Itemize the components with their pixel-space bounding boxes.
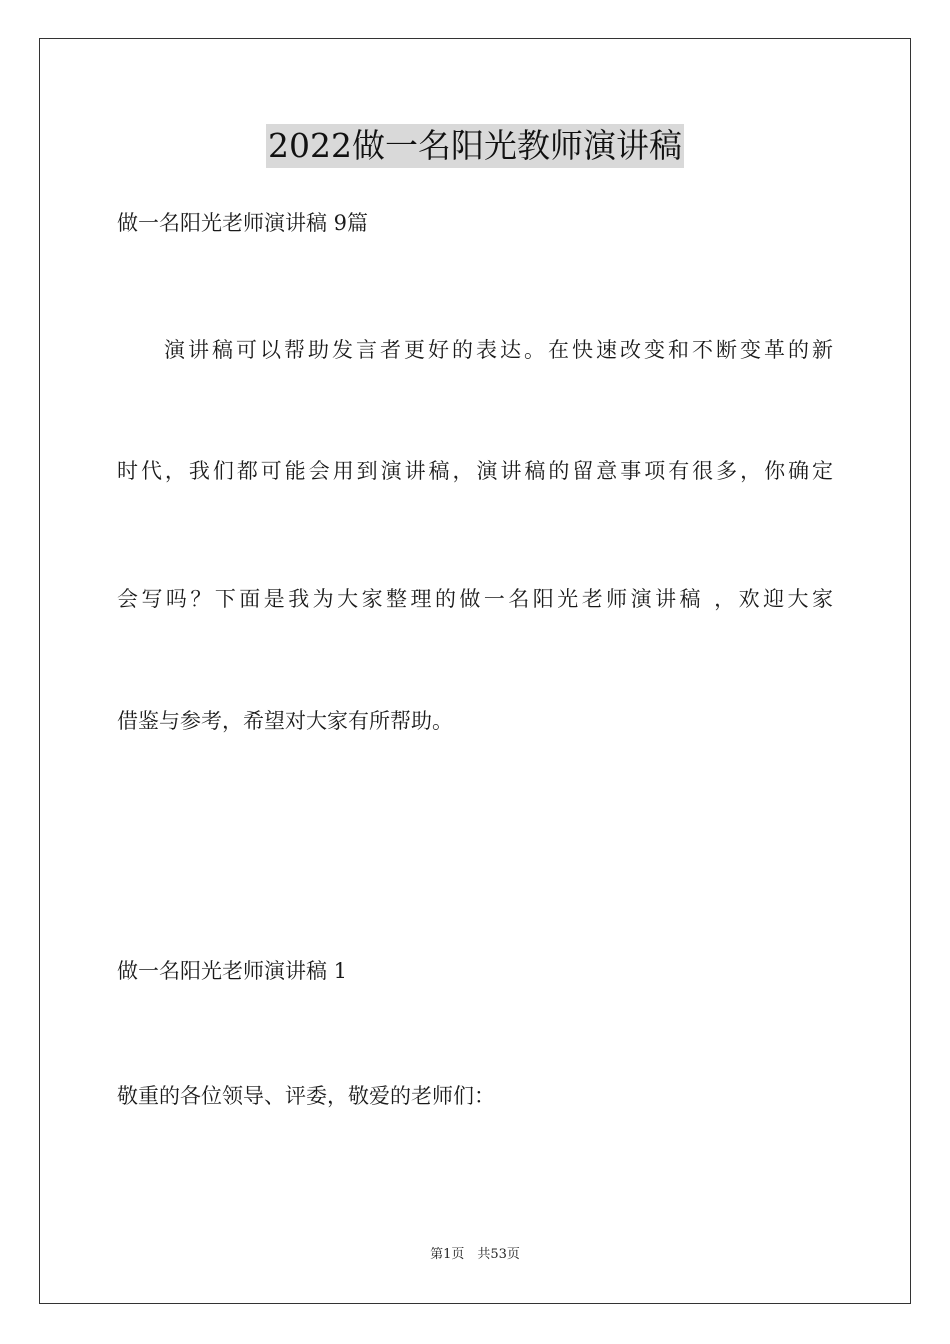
paragraph-line: 时代，我们都可能会用到演讲稿，演讲稿的留意事项有很多，你确定 [117,459,833,483]
subtitle-line: 做一名阳光老师演讲稿 9篇 [117,211,369,235]
paragraph-line: 借鉴与参考，希望对大家有所帮助。 [117,709,453,733]
document-title: 2022做一名阳光教师演讲稿 [266,124,684,168]
paragraph-line: 演讲稿可以帮助发言者更好的表达。在快速改变和不断变革的新 [164,338,833,362]
page-number-footer: 第1页 共53页 [430,1247,520,1262]
section-heading: 做一名阳光老师演讲稿 1 [117,959,348,983]
paragraph-line: 会写吗？下面是我为大家整理的做一名阳光老师演讲稿 ，欢迎大家 [117,587,833,611]
salutation-line: 敬重的各位领导、评委，敬爱的老师们： [117,1084,495,1108]
title-container [0,124,950,168]
